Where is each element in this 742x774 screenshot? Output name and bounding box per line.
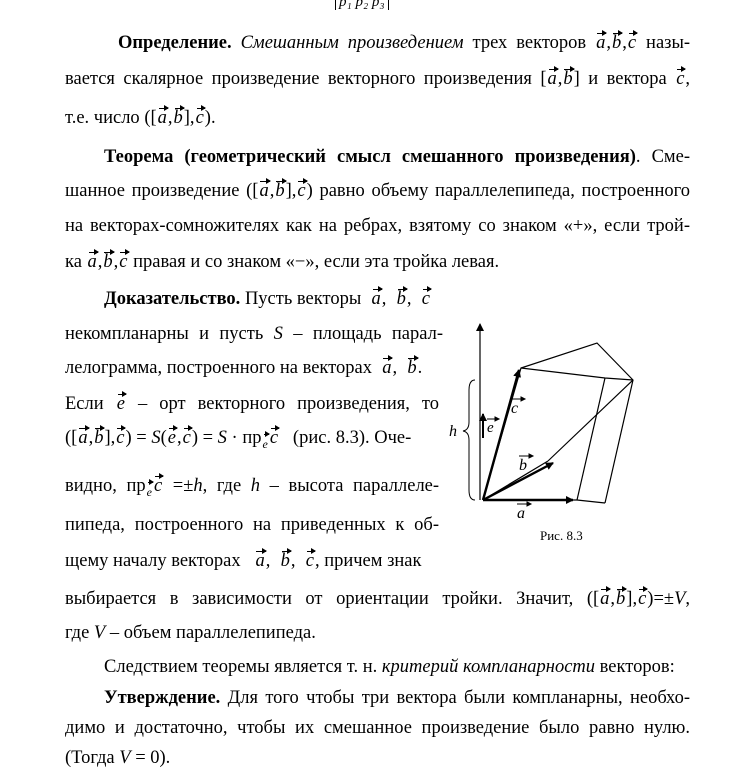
statement-line-2: димо и достаточно, чтобы их смешанное произведение было равно нулю. xyxy=(65,718,690,738)
proof-line-8: щему началу векторах a, b, c, причем знак xyxy=(65,551,422,571)
proof-line-1: Доказательство. Пусть векторы a, b, c xyxy=(104,289,430,309)
corollary-line: Следствием теоремы является т. н. критерий компланарности векторов: xyxy=(104,657,675,677)
theorem-line-4: ка a,b,c правая и со знаком «−», если эта тройка левая. xyxy=(65,252,500,272)
label-a: a xyxy=(517,505,525,522)
figure-caption: Рис. 8.3 xyxy=(540,528,583,543)
theorem-line-3: на векторах-сомножителях как на ребрах, взятому со знаком «+», если трой- xyxy=(65,216,690,236)
theorem-line-1: Теорема (геометрический смысл смешанного произведения). Сме- xyxy=(104,147,691,167)
figure-parallelepiped xyxy=(445,318,645,548)
statement-line-1: Утверждение. Для того чтобы три вектора были компланарны, необхо- xyxy=(104,688,690,708)
statement-line-3: (Тогда V = 0). xyxy=(65,748,171,768)
label-e: e xyxy=(487,420,494,436)
definition-line-3: т.е. число ([a,b],c). xyxy=(65,108,216,128)
label-h: h xyxy=(449,423,457,440)
definition-line-1: Определение. Смешанным произведением трех векторов a,b,c назы- xyxy=(118,33,691,53)
proof-line-7: пипеда, построенного на приведенных к об- xyxy=(65,515,439,535)
definition-line-2: вается скалярное произведение векторного произведения [a,b] и вектора c, xyxy=(65,69,691,89)
mixed-product: ([a,b],c). xyxy=(144,108,216,128)
vector-b-arrow xyxy=(483,463,553,500)
label-b: b xyxy=(519,457,527,474)
label-c: c xyxy=(511,400,519,417)
top-fragment: p₁ p₂ p₃ xyxy=(335,0,389,14)
proof-line-4: Если e – орт векторного произведения, то xyxy=(65,394,440,414)
theorem-line-2: шанное произведение ([a,b],c) равно объему параллелепипеда, построенного xyxy=(65,181,690,201)
proof-line-10: где V – объем параллелепипеда. xyxy=(65,623,316,643)
vectors-abc: a,b,c xyxy=(596,33,637,53)
label-overarrows xyxy=(487,397,533,506)
proof-line-5: ([a,b],c) = S(e,c) = S · прe c (рис. 8.3). Оче- xyxy=(65,426,411,456)
proof-line-9: выбирается в зависимости от ориентации тройки. Значит, ([a,b],c)=±V, xyxy=(65,589,690,609)
proof-line-6: видно, прe c =±h, где h – высота параллеле- xyxy=(65,474,439,504)
proof-line-2: некомпланарны и пусть S – площадь парал- xyxy=(65,324,444,344)
h-brace xyxy=(463,380,475,500)
proof-line-3: лелограмма, построенного на векторах a, b. xyxy=(65,358,423,378)
cross-product-ab: [a,b] xyxy=(540,69,580,89)
